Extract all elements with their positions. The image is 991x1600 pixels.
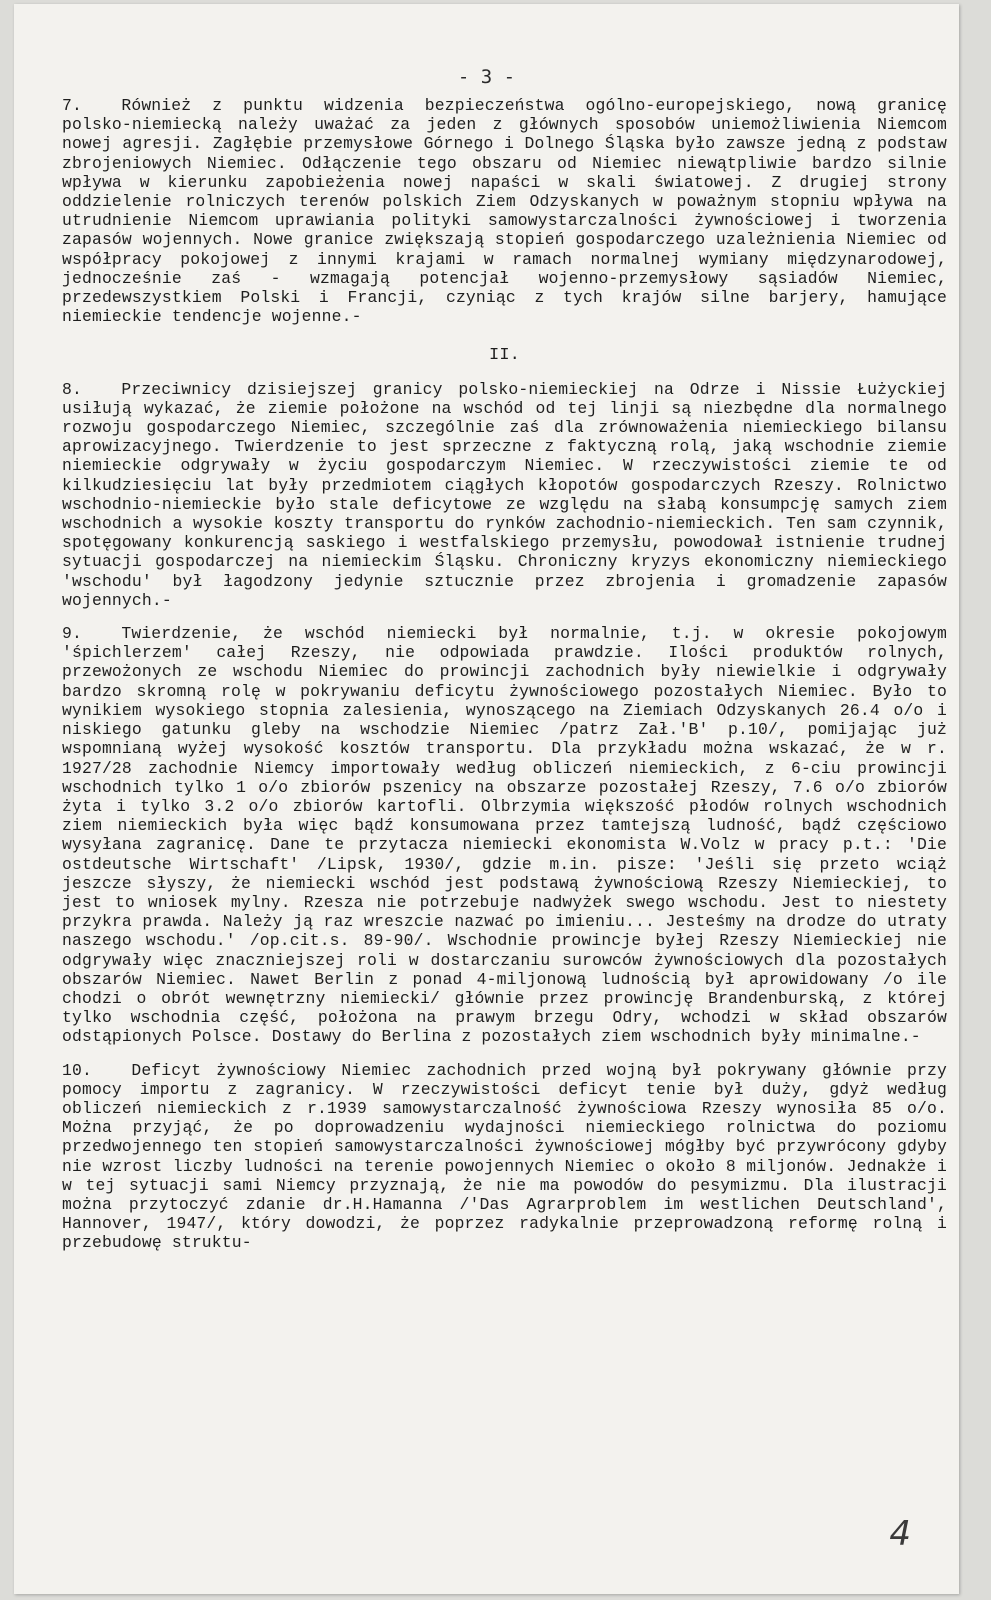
page-number: - 3 - <box>457 66 516 88</box>
paragraph-text: Deficyt żywnościowy Niemiec zachodnich przed wojną był pokrywany głównie przy pomocy importu z zagranicy. W rzeczywistości deficyt tenie był duży, gdyż według obliczeń niemieckich z r.1939 samowystarczalność żywnościowa Rzeszy wynosiła 85 o/o. Można przyjąć, że po doprowadzeniu wydajności niemieckiego rolnictwa do poziomu przedwojennego ten stopień samowystarczalności żywnościowej mógłby być przywrócony gdyby nie wzrost liczby ludności na terenie powojennych Niemiec o około 8 miljonów. Jednakże i w tej sytuacji sami Niemcy przyznają, że nie ma powodów do pesymizmu. Dla ilustracji można przytoczyć zdanie dr.H.Hamanna /'Das Agrarproblem im westlichen Deutschland', Hannover, 1947/, który dowodzi, że poprzez radykalnie przeprowadzoną reformę rolną i przebudowę struktu- <box>62 1060 947 1253</box>
paragraph-text: Twierdzenie, że wschód niemiecki był normalnie, t.j. w okresie pokojowym 'śpichlerzem' całej Rzeszy, nie odpowiada prawdzie. Ilości produktów rolnych, przewożonych ze wschodu Niemiec do prowincji zachodnich były niewielkie i odgrywały bardzo skromną rolę w pokrywaniu deficytu żywnościowego pozostałych Niemiec. Było to wynikiem wysokiego stopnia zalesienia, wynoszącego na Ziemiach Odzyskanych 26.4 o/o i niskiego gatunku gleby na wschodzie Niemiec /patrz Zał.'B' p.10/, pomijając już wspomnianą wyżej wysokość kosztów transportu. Dla przykładu można wskazać, że w r. 1927/28 zachodnie Niemcy importowały według obliczeń niemieckich, z 6-ciu prowincji wschodnich tylko 1 o/o zbiorów pszenicy na obszarze pozostałej Rzeszy, 7.6 o/o zbiorów żyta i tylko 3.2 o/o zbiorów kartofli. Olbrzymia większość płodów rolnych wschodnich ziem niemieckich była więc bądź konsumowana przez tamtejszą ludność, bądź częściowo wysyłana zagranicę. Dane te przytacza niemiecki ekonomista W.Volz w pracy p.t.: 'Die ostdeutsche Wirtschaft' /Lipsk, 1930/, gdzie m.in. pisze: 'Jeśli się przeto wciąż jeszcze słyszy, że niemiecki wschód jest podstawą żywnościową Rzeszy Niemieckiej, to jest to wniosek mylny. Rzesza nie potrzebuje nadwyżek swego wschodu. Jest to niestety przykra prawda. Należy ją raz wreszcie nazwać po imieniu... Jesteśmy na drodze do utraty naszego wschodu.' /op.cit.s. 89-90/. Wschodnie prowincje byłej Rzeszy Niemieckiej nie odgrywały więc znaczniejszej roli w dostarczaniu surowców żywnościowych dla pozostałych obszarów Niemiec. Nawet Berlin z ponad 4-miljonową ludnością był aprowidowany /o ile chodzi o obrót wewnętrzny niemiecki/ głównie przez prowincję Brandenburską, z której tylko wschodnia część, położona na prawym brzegu Odry, wchodzi w skład obszarów odstąpionych Polsce. Dostawy do Berlina z pozostałych ziem wschodnich były minimalne.- <box>62 624 947 1047</box>
paragraph-number: 9. <box>62 624 82 644</box>
paragraph-text: Przeciwnicy dzisiejszej granicy polsko-niemieckiej na Odrze i Nissie Łużyckiej usiłują wykazać, że ziemie położone na wschód od tej linji są niezbędne dla normalnego rozwoju gospodarczego Niemiec, szczególnie zaś dla zrównoważenia niemieckiego bilansu aprowizacyjnego. Twierdzenie to jest sprzeczne z faktyczną rolą, jaką wschodnie ziemie niemieckie odgrywały w życiu gospodarczym Niemiec. W rzeczywistości ziemie te od kilkudziesięciu lat były przedmiotem ciągłych kłopotów gospodarczych Rzeszy. Rolnictwo wschodnio-niemieckie było stale deficytowe ze względu na słabą konsumpcję samych ziem wschodnich a wysokie koszty transportu do rynków zachodnio-niemieckich. Ten sam czynnik, spotęgowany konkurencją saskiego i westfalskiego przemysłu, powodował istnienie trudnej sytuacji gospodarczej na niemieckim Śląsku. Chroniczny kryzys ekonomiczny niemieckiego 'wschodu' był łagodzony jedynie sztucznie przez zbrojenia i gromadzenie zapasów wojennych.- <box>62 379 947 610</box>
paragraph-10 <box>62 1061 947 1253</box>
paragraph-number: 8. <box>62 379 82 399</box>
handwritten-page-mark: 4 <box>889 1514 911 1554</box>
section-heading: II. <box>488 346 521 366</box>
paragraph-8 <box>62 380 947 610</box>
paragraph-9 <box>62 624 947 1046</box>
document-body <box>62 96 947 1267</box>
paragraph-number: 10. <box>62 1060 92 1080</box>
paragraph-text: Również z punktu widzenia bezpieczeństwa ogólno-europejskiego, nową granicę polsko-niemiecką należy uważać za jeden z głównych sposobów uniemożliwienia Niemcom nowej agresji. Zagłębie przemysłowe Górnego i Dolnego Śląska było zawsze jedną z podstaw zbrojeniowych Niemiec. Odłączenie tego obszaru od Niemiec niewątpliwie bardzo silnie wpływa w kierunku zapobieżenia nowej napaści w skali światowej. Z drugiej strony oddzielenie rolniczych terenów polskich Ziem Odzyskanych w poważnym stopniu wpływa na utrudnienie Niemcom uprawiania polityki samowystarczalności żywnościowej i tworzenia zapasów wojennych. Nowe granice zwiększają stopień gospodarczego uzależnienia Niemiec od współpracy pokojowej z innymi krajami w ramach normalnej wymiany międzynarodowej, jednocześnie zaś - wzmagają potencjał wojenno-przemysłowy sąsiadów Niemiec, przedewszystkiem Polski i Francji, czyniąc z tych krajów silne barjery, hamujące niemieckie tendencje wojenne.- <box>62 96 947 327</box>
paragraph-7 <box>62 96 947 326</box>
document-page <box>14 4 959 1594</box>
paragraph-number: 7. <box>62 96 82 115</box>
